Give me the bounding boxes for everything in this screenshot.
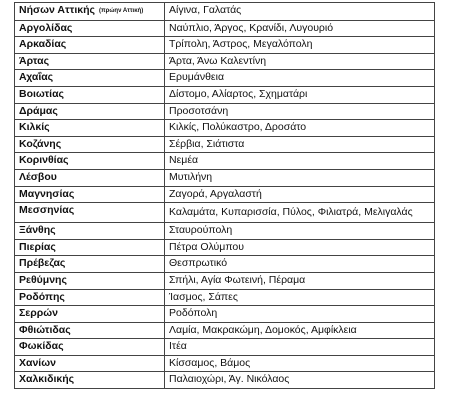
region-cell: Κιλκίς <box>15 120 165 137</box>
towns-cell: Ροδόπολη <box>165 306 435 323</box>
towns-cell: Μυτιλήνη <box>165 169 435 186</box>
towns-cell: Ίασμος, Σάπες <box>165 289 435 306</box>
table-row <box>15 306 435 323</box>
region-cell: Αχαΐας <box>15 70 165 87</box>
table-row <box>15 136 435 153</box>
regions-table-body <box>15 3 435 389</box>
table-row <box>15 203 435 223</box>
region-cell: Ροδόπης <box>15 289 165 306</box>
table-row <box>15 20 435 37</box>
table-row <box>15 186 435 203</box>
table-row <box>15 169 435 186</box>
region-cell: Βοιωτίας <box>15 86 165 103</box>
table-row <box>15 86 435 103</box>
region-cell: Χανίων <box>15 355 165 372</box>
towns-cell: Αίγινα, Γαλατάς <box>165 3 435 21</box>
table-row <box>15 322 435 339</box>
region-cell: Δράμας <box>15 103 165 120</box>
table-row <box>15 3 435 21</box>
table-row <box>15 153 435 170</box>
towns-cell: Ζαγορά, Αργαλαστή <box>165 186 435 203</box>
towns-cell: Λαμία, Μακρακώμη, Δομοκός, Αμφίκλεια <box>165 322 435 339</box>
table-row <box>15 70 435 87</box>
towns-cell: Νεμέα <box>165 153 435 170</box>
towns-cell: Ερυμάνθεια <box>165 70 435 87</box>
region-cell: Ξάνθης <box>15 223 165 240</box>
table-row <box>15 272 435 289</box>
region-cell: Πρέβεζας <box>15 256 165 273</box>
towns-cell: Δίστομο, Αλίαρτος, Σχηματάρι <box>165 86 435 103</box>
region-cell: Φθιώτιδας <box>15 322 165 339</box>
region-name: Νήσων Αττικής <box>19 4 96 16</box>
towns-cell: Ιτέα <box>165 339 435 356</box>
region-cell: Λέσβου <box>15 169 165 186</box>
region-cell: Φωκίδας <box>15 339 165 356</box>
regions-table-container <box>14 2 434 389</box>
towns-cell: Κιλκίς, Πολύκαστρο, Δροσάτο <box>165 120 435 137</box>
region-cell: Αρκαδίας <box>15 37 165 54</box>
towns-cell: Σπήλι, Αγία Φωτεινή, Πέραμα <box>165 272 435 289</box>
towns-cell: Παλαιοχώρι, Άγ. Νικόλαος <box>165 372 435 389</box>
towns-cell: Τρίπολη, Άστρος, Μεγαλόπολη <box>165 37 435 54</box>
regions-table <box>14 2 435 389</box>
towns-cell: Κίσσαμος, Βάμος <box>165 355 435 372</box>
region-cell: Μαγνησίας <box>15 186 165 203</box>
region-cell: Αργολίδας <box>15 20 165 37</box>
region-cell <box>15 3 165 21</box>
table-row <box>15 372 435 389</box>
towns-cell: Θεσπρωτικό <box>165 256 435 273</box>
table-row <box>15 289 435 306</box>
table-row <box>15 120 435 137</box>
towns-cell: Σταυρούπολη <box>165 223 435 240</box>
towns-cell: Άρτα, Άνω Καλεντίνη <box>165 53 435 70</box>
region-cell: Ρεθύμνης <box>15 272 165 289</box>
region-cell: Κοζάνης <box>15 136 165 153</box>
region-cell: Μεσσηνίας <box>15 203 165 223</box>
table-row <box>15 256 435 273</box>
towns-cell: Πέτρα Ολύμπου <box>165 239 435 256</box>
region-cell: Σερρών <box>15 306 165 323</box>
towns-cell: Καλαμάτα, Κυπαρισσία, Πύλος, Φιλιατρά, Μελιγαλάς <box>165 203 435 223</box>
table-row <box>15 103 435 120</box>
table-row <box>15 355 435 372</box>
region-cell: Χαλκιδικής <box>15 372 165 389</box>
region-note: (πρώην Αττική) <box>99 8 144 14</box>
region-cell: Πιερίας <box>15 239 165 256</box>
table-row <box>15 339 435 356</box>
region-cell: Κορινθίας <box>15 153 165 170</box>
table-row <box>15 53 435 70</box>
table-row <box>15 223 435 240</box>
towns-cell: Ναύπλιο, Άργος, Κρανίδι, Λυγουριό <box>165 20 435 37</box>
region-cell: Άρτας <box>15 53 165 70</box>
towns-cell: Σέρβια, Σιάτιστα <box>165 136 435 153</box>
table-row <box>15 37 435 54</box>
table-row <box>15 239 435 256</box>
towns-cell: Προσοτσάνη <box>165 103 435 120</box>
